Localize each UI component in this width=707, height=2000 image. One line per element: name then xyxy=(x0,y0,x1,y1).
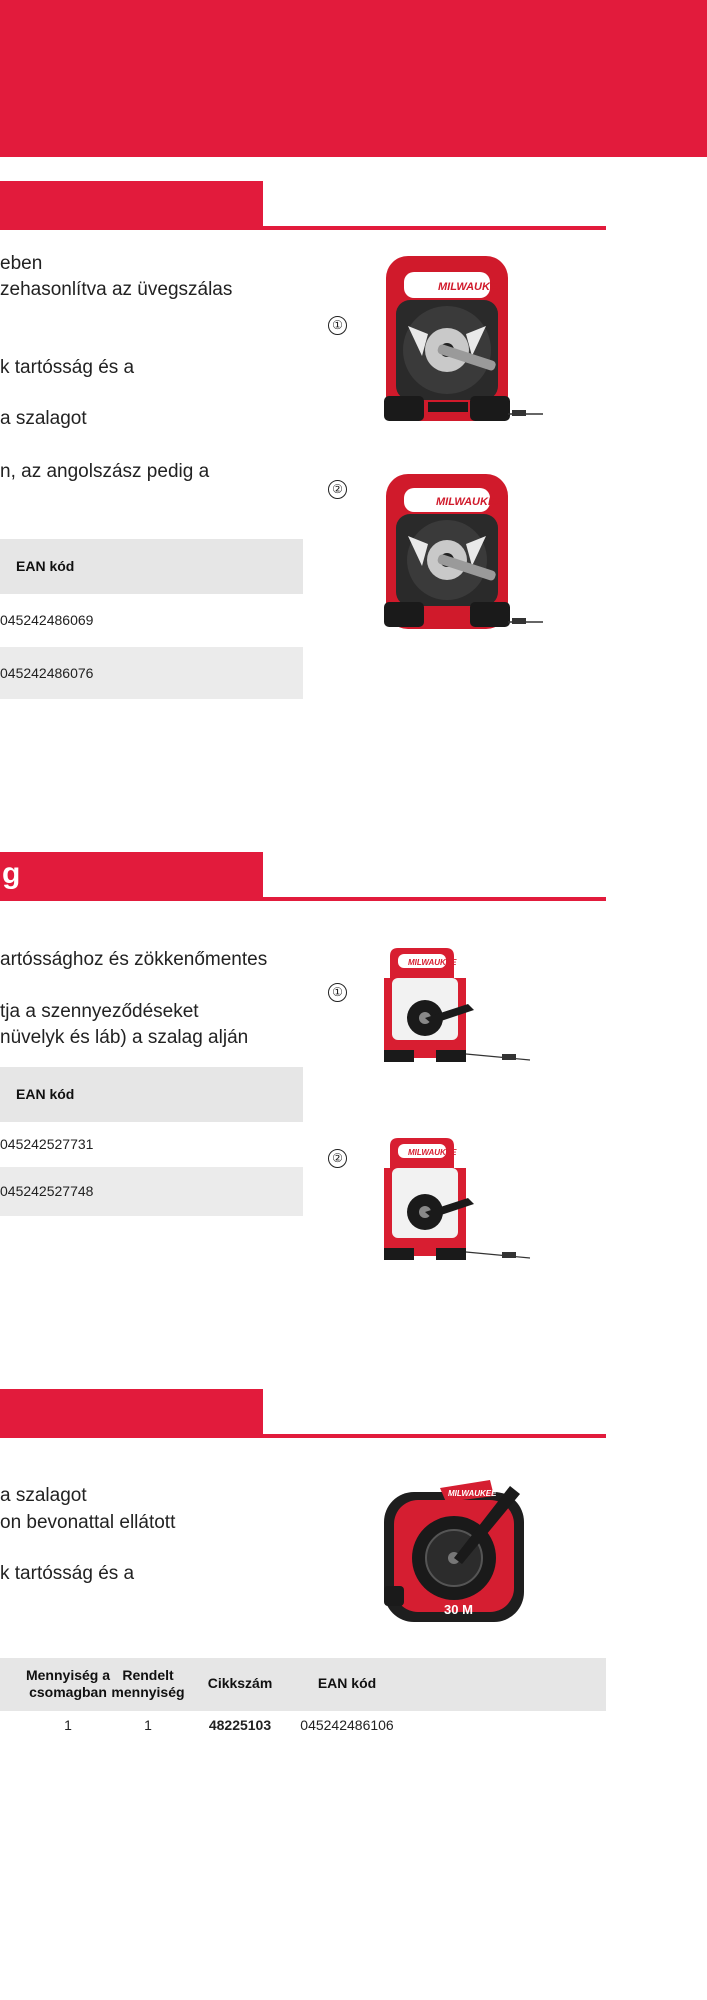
section-1-text-line: n, az angolszász pedig a xyxy=(0,461,210,482)
svg-text:MILWAUKEE: MILWAUKEE xyxy=(448,1489,497,1498)
svg-text:MILWAUKEE: MILWAUKEE xyxy=(408,1148,457,1157)
section-2-text-line: tja a szennyeződéseket xyxy=(0,1001,199,1022)
marker-2: ② xyxy=(328,1149,347,1168)
ean-cell: 045242486106 xyxy=(300,1717,394,1733)
section-3-text-line: on bevonattal ellátott xyxy=(0,1512,176,1533)
article-number-header: Cikkszám xyxy=(207,1675,273,1691)
frame-reel-tape-measure-image xyxy=(380,1138,550,1268)
article-number-cell: 48225103 xyxy=(208,1717,272,1733)
product-size-label: 30 M xyxy=(444,1602,473,1617)
closed-case-tape-measure-image xyxy=(380,1474,540,1626)
section-1-ean-cell: 045242486069 xyxy=(0,612,94,628)
top-banner xyxy=(0,0,707,157)
qty-order-cell: 1 xyxy=(144,1717,152,1733)
open-reel-tape-measure-image xyxy=(378,474,548,634)
svg-text:MILWAUKEE: MILWAUKEE xyxy=(438,281,505,293)
section-2-ean-cell: 045242527748 xyxy=(0,1183,94,1199)
svg-text:MILWAUKEE: MILWAUKEE xyxy=(436,496,503,508)
section-1-ean-cell: 045242486076 xyxy=(0,665,94,681)
section-1-ean-header: EAN kód xyxy=(16,558,75,574)
section-3-header-tab xyxy=(0,1389,263,1434)
frame-reel-tape-measure-image xyxy=(380,948,550,1068)
section-2-text-line: nüvelyk és láb) a szalag alján xyxy=(0,1027,249,1048)
section-2-title: g xyxy=(2,857,21,890)
section-3-text-line: k tartósság és a xyxy=(0,1563,135,1584)
open-reel-tape-measure-image xyxy=(378,256,548,426)
qty-pack-header: Mennyiség a csomagban xyxy=(25,1667,111,1700)
section-1-rule xyxy=(0,226,606,230)
svg-text:MILWAUKEE: MILWAUKEE xyxy=(408,958,457,967)
section-2-ean-header: EAN kód xyxy=(16,1086,75,1102)
marker-1: ① xyxy=(328,316,347,335)
section-2-text-line: artóssághoz és zökkenőmentes xyxy=(0,949,268,970)
section-1-text-line: eben xyxy=(0,253,43,274)
section-1-header-tab xyxy=(0,181,263,226)
section-2-ean-cell: 045242527731 xyxy=(0,1136,94,1152)
marker-2: ② xyxy=(328,480,347,499)
qty-order-header: Rendelt mennyiség xyxy=(111,1667,185,1700)
ean-header: EAN kód xyxy=(317,1675,377,1691)
qty-pack-cell: 1 xyxy=(64,1717,72,1733)
section-2-header-tab xyxy=(0,852,263,897)
section-1-text-line: zehasonlítva az üvegszálas xyxy=(0,279,233,300)
section-3-text-line: a szalagot xyxy=(0,1485,87,1506)
section-1-text-line: k tartósság és a xyxy=(0,357,135,378)
section-2-rule xyxy=(0,897,606,901)
section-3-rule xyxy=(0,1434,606,1438)
marker-1: ① xyxy=(328,983,347,1002)
section-1-text-line: a szalagot xyxy=(0,408,87,429)
